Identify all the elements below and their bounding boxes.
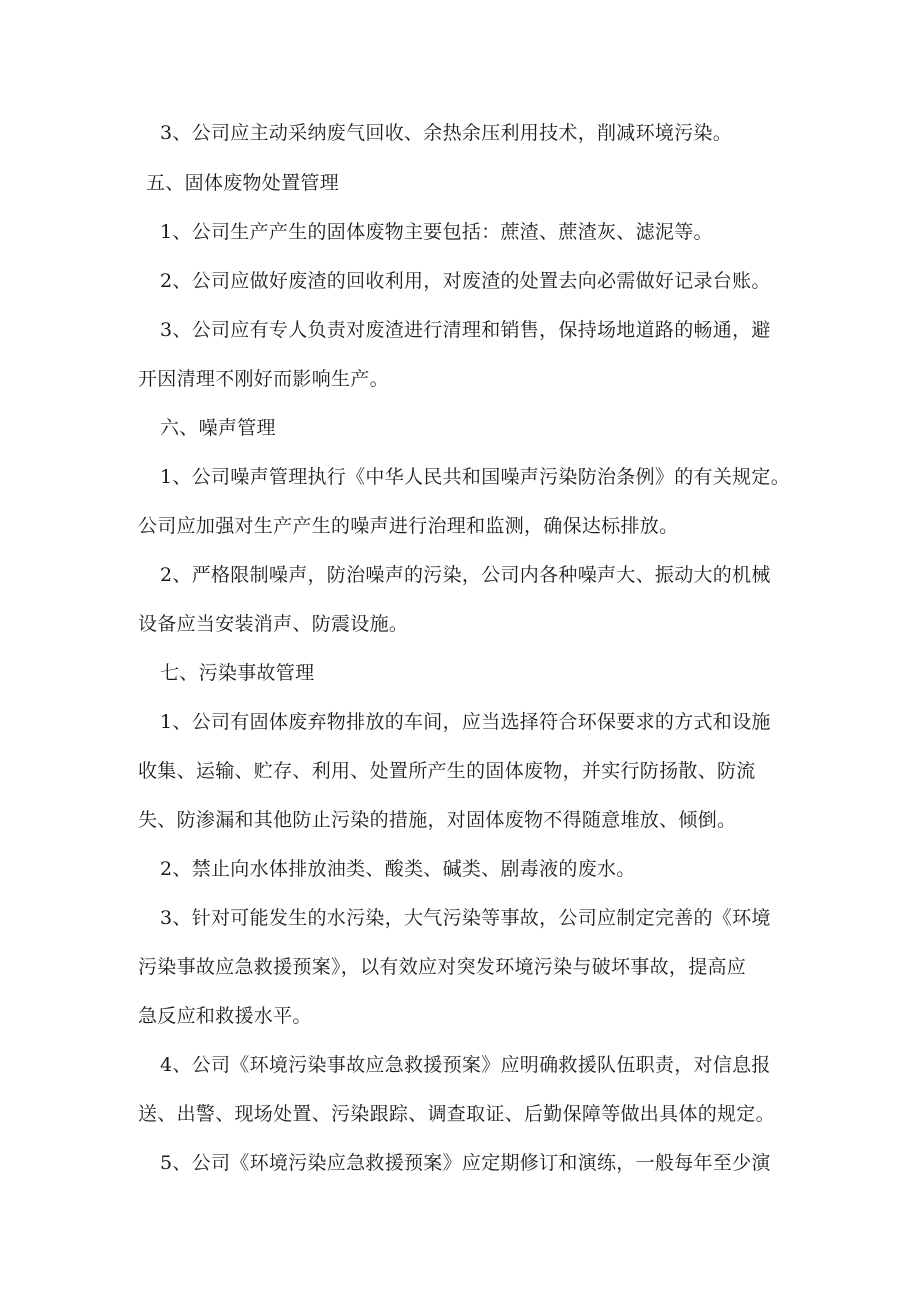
paragraph-line: 3、针对可能发生的水污染，大气污染等事故，公司应制定完善的《环境 [160,907,771,929]
paragraph-line: 2、禁止向水体排放油类、酸类、碱类、剧毒液的废水。 [160,858,636,880]
paragraph-line: 收集、运输、贮存、利用、处置所产生的固体废物，并实行防扬散、防流 [138,760,756,782]
paragraph-line: 急反应和救援水平。 [138,1005,312,1027]
paragraph-line: 失、防渗漏和其他防止污染的措施，对固体废物不得随意堆放、倾倒。 [138,809,737,831]
paragraph-line: 送、出警、现场处置、污染跟踪、调查取证、后勤保障等做出具体的规定。 [138,1103,775,1125]
paragraph-line: 1、公司噪声管理执行《中华人民共和国噪声污染防治条例》的有关规定。 [160,466,790,488]
paragraph-line: 公司应加强对生产产生的噪声进行治理和监测，确保达标排放。 [138,515,679,537]
section-heading: 七、污染事故管理 [160,662,315,684]
section-heading: 五、固体废物处置管理 [146,172,340,194]
paragraph-line: 3、公司应主动采纳废气回收、余热余压利用技术，削减环境污染。 [160,122,733,144]
paragraph-line: 开因清理不刚好而影响生产。 [138,368,389,390]
paragraph-line: 2、严格限制噪声，防治噪声的污染，公司内各种噪声大、振动大的机械 [160,564,771,586]
paragraph-line: 5、公司《环境污染应急救援预案》应定期修订和演练，一般每年至少演 [160,1152,771,1174]
paragraph-line: 2、公司应做好废渣的回收利用，对废渣的处置去向必需做好记录台账。 [160,270,771,292]
paragraph-line: 污染事故应急救援预案》，以有效应对突发环境污染与破坏事故，提高应 [138,956,747,978]
paragraph-line: 1、公司有固体废弃物排放的车间，应当选择符合环保要求的方式和设施 [160,711,771,733]
paragraph-line: 4、公司《环境污染事故应急救援预案》应明确救援队伍职责，对信息报 [160,1054,771,1076]
paragraph-line: 设备应当安装消声、防震设施。 [138,613,409,635]
paragraph-line: 3、公司应有专人负责对废渣进行清理和销售，保持场地道路的畅通，避 [160,319,771,341]
section-heading: 六、噪声管理 [160,417,276,439]
paragraph-line: 1、公司生产产生的固体废物主要包括：蔗渣、蔗渣灰、滤泥等。 [160,221,713,243]
